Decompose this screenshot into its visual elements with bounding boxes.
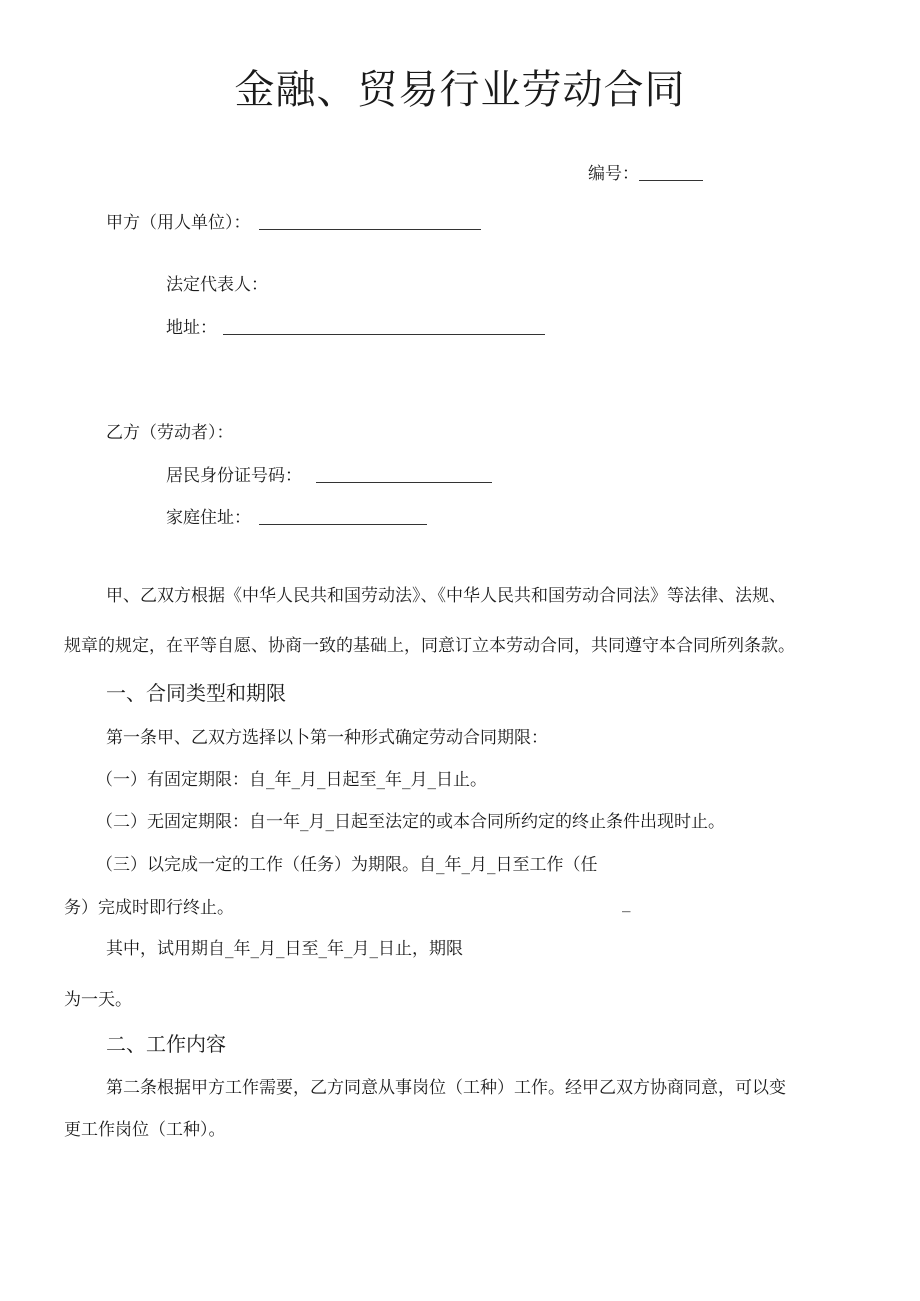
contract-number-blank (639, 180, 703, 181)
article-2-line1: 第二条根据甲方工作需要，乙方同意从事岗位（工种）工作。经甲乙双方协商同意，可以变 (106, 1078, 786, 1098)
address-blank (223, 334, 545, 335)
probation-line1: 其中，试用期自_年_月_日至_年_月_日止，期限 (106, 939, 463, 959)
home-address-blank (259, 524, 427, 525)
article-2-line2: 更工作岗位（工种）。 (64, 1120, 226, 1140)
article-1-option-3-line2: 务）完成时即行终止。 (64, 898, 234, 918)
id-number-label: 居民身份证号码： (166, 466, 302, 486)
intro-paragraph-line1: 甲、乙双方根据《中华人民共和国劳动法》、《中华人民共和国劳动合同法》等法律、法规、 (106, 586, 786, 606)
article-1-option-3-line1: （三）以完成一定的工作（任务）为期限。自_年_月_日至工作（任 (96, 855, 598, 875)
id-number-row (166, 461, 492, 486)
contract-number-label: 编号： (588, 164, 639, 184)
article-1-option-1: （一）有固定期限：自_年_月_日起至_年_月_日止。 (96, 770, 487, 790)
section-2-heading: 二、工作内容 (106, 1032, 226, 1056)
section-1-heading: 一、合同类型和期限 (106, 681, 286, 705)
party-b-label: 乙方（劳动者）： (106, 423, 234, 443)
party-a-blank (259, 229, 481, 230)
home-address-row (166, 503, 427, 528)
intro-paragraph-line2: 规章的规定，在平等自愿、协商一致的基础上，同意订立本劳动合同，共同遵守本合同所列条款。 (64, 636, 795, 656)
probation-line2: 为一天。 (64, 990, 132, 1010)
address-label: 地址： (166, 318, 217, 338)
legal-representative-label: 法定代表人： (166, 275, 268, 295)
document-title: 金融、贸易行业劳动合同 (234, 67, 686, 113)
party-a-label: 甲方（用人单位）： (106, 213, 251, 233)
party-a-row (106, 208, 481, 233)
contract-number-row (588, 159, 703, 184)
id-number-blank (316, 482, 492, 483)
home-address-label: 家庭住址： (166, 508, 251, 528)
stray-underscore-mark: _ (622, 893, 631, 913)
article-1-option-2: （二）无固定期限：自一年_月_日起至法定的或本合同所约定的终止条件出现时止。 (96, 812, 725, 832)
article-1: 第一条甲、乙双方选择以卜第一种形式确定劳动合同期限： (106, 728, 548, 748)
address-row (166, 313, 545, 338)
